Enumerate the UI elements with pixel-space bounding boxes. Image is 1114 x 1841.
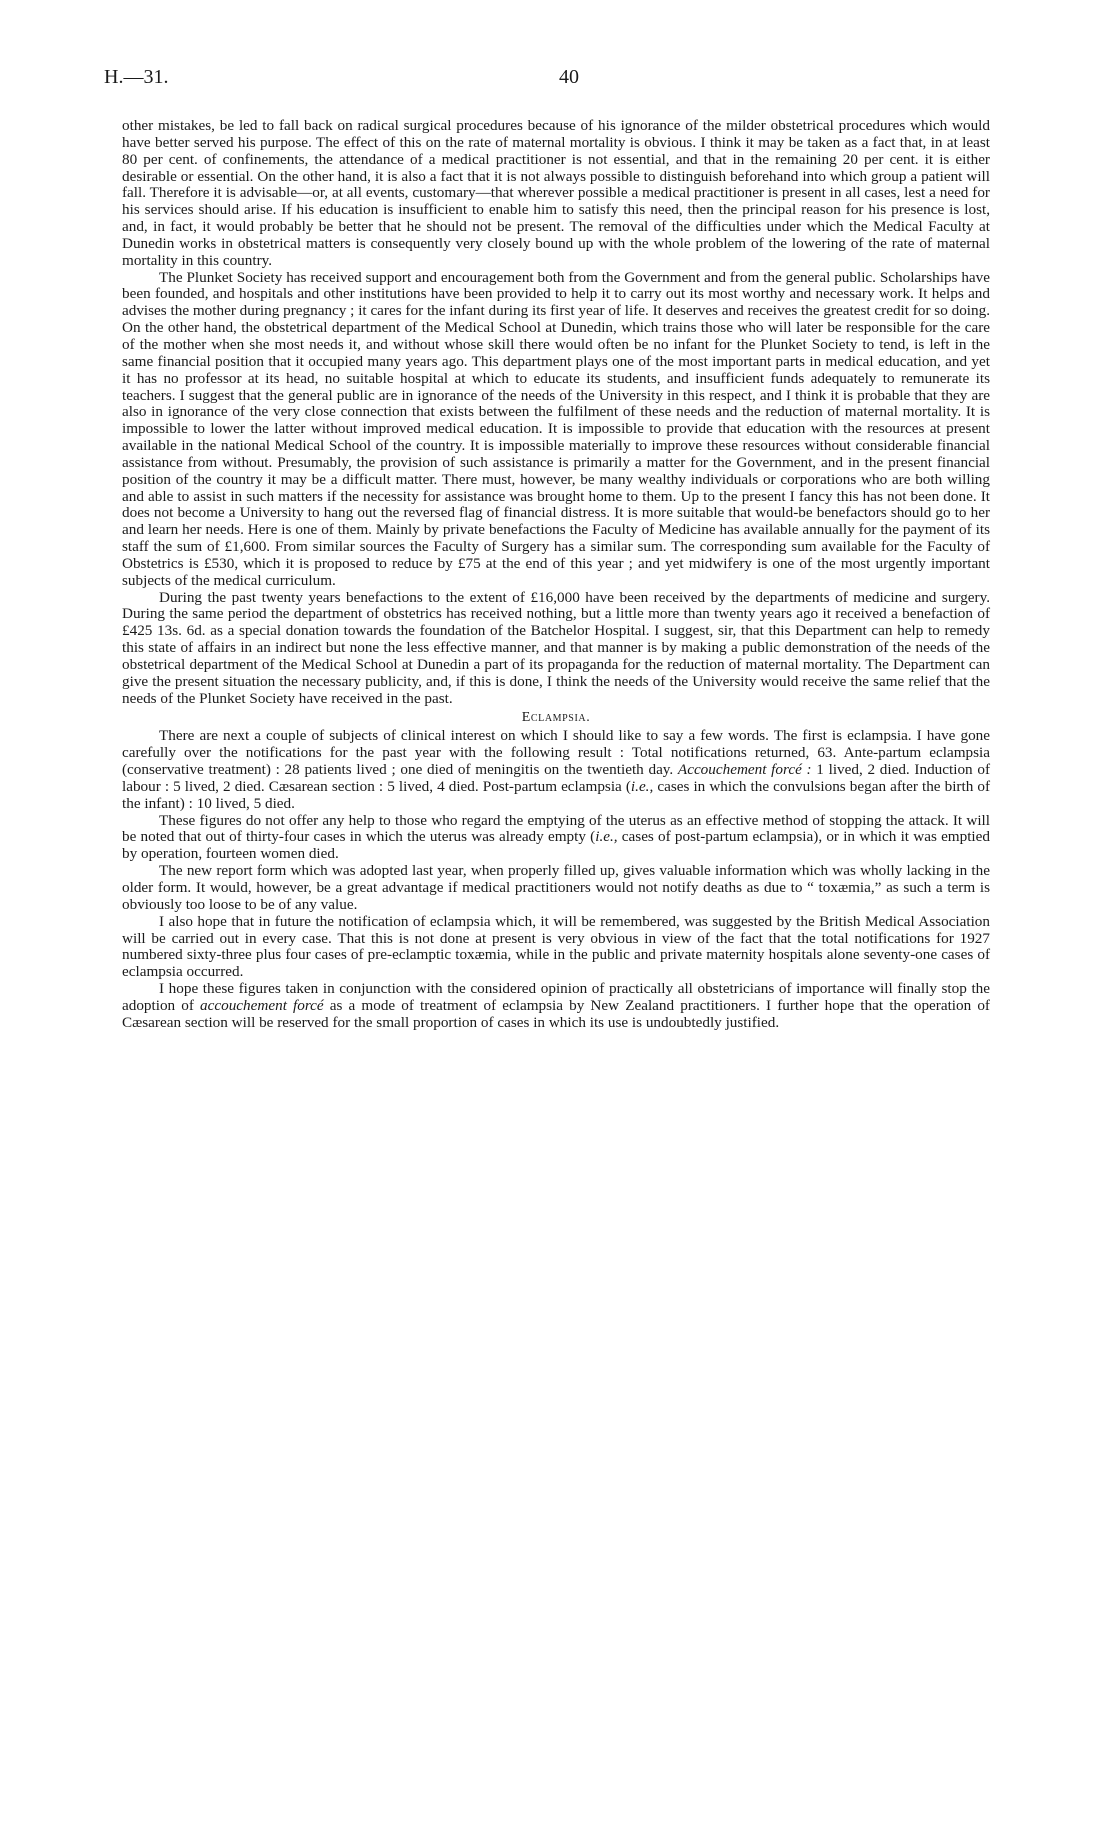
paragraph-figures — [122, 813, 990, 864]
paragraph-notification: I also hope that in future the notification of eclampsia which, it will be remembered, was suggested by the British Medical Association will be carried out in every case. That this is not done at present is very obvious in view of the fact that the total notifications for 1927 numbered sixty-three plus four cases of pre-eclamptic toxæmia, while in the public and private maternity hospitals alone seventy-one cases of eclampsia occurred. — [122, 912, 990, 981]
text-run: as a mode of treatment of eclampsia by New Zealand practitioners. I further hope that the operation of Cæsarean section will be reserved for the small proportion of cases in which its use is undoubtedly justified. — [122, 996, 990, 1031]
text-run: cases of post-partum eclampsia), or in which it was emptied by operation, fourteen women died. — [122, 828, 990, 863]
paragraph-report-form: The new report form which was adopted last year, when properly filled up, gives valuable information which was wholly lacking in the older form. It would, however, be a great advantage if medical practitioners would not notify deaths as due to “ toxæmia,” as such a term is obviously too loose to be of any value. — [122, 862, 990, 913]
paragraph-plunket-society: The Plunket Society has received support and encouragement both from the Government and from the general public. Scholarships have been founded, and hospitals and other institutions have been provided to help it to carry out its most worthy and necessary work. It helps and advises the mother during pregnancy ; it cares for the infant during its first year of life. It deserves and receives the greatest credit for so doing. On the other hand, the obstetrical department of the Medical School at Dunedin, which trains those who will later be responsible for the care of the mother when she most needs it, and without whose skill there would often be no infant for the Plunket Society to tend, is left in the same financial position that it occupied many years ago. This department plays one of the most important parts in medical education, and yet it has no professor at its head, no suitable hospital at which to educate its students, and insufficient funds adequately to remunerate its teachers. I suggest that the general public are in ignorance of the needs of the University in this respect, and I think it is probable that they are also in ignorance of the very close connection that exists between the fulfilment of these needs and the reduction of maternal mortality. It is impossible to lower the latter without improved medical education. It is impossible to provide that education with the resources at present available in the national Medical School of the country. It is impossible materially to improve these resources without considerable financial assistance from without. Presumably, the provision of such assistance is primarily a matter for the Government, and in the present financial position of the country it may be a difficult matter. There must, however, be many wealthy individuals or corporations who are both willing and able to assist in such matters if the necessity for assistance was brought home to them. Up to the present I fancy this has not been done. It does not become a University to hang out the reversed flag of financial distress. It is more suitable that would-be benefactors should go to her and learn her needs. Here is one of them. Mainly by private benefactions the Faculty of Medicine has available annually for the payment of its staff the sum of £1,600. From similar sources the Faculty of Surgery has a similar sum. The corresponding sum available for the Faculty of Obstetrics is £530, which it is proposed to reduce by £75 at the end of this year ; and yet midwifery is one of the most urgently important subjects of the medical curriculum. — [122, 268, 990, 589]
italic-abbreviation: i.e., — [630, 777, 654, 795]
paragraph-benefactions: During the past twenty years benefactions to the extent of £16,000 have been received by the departments of medicine and surgery. During the same period the department of obstetrics has received nothing, but a little more than twenty years ago it received a benefaction of £425 13s. 6d. as a special donation towards the foundation of the Batchelor Hospital. I suggest, sir, that this Department can help to remedy this state of affairs in an indirect but none the less effective manner, and that manner is by making a public demonstration of the needs of the obstetrical department of the Medical School at Dunedin a part of its propaganda for the reduction of maternal mortality. The Department can give the present situation the necessary publicity, and, if this is done, I think the needs of the University would receive the same relief that the needs of the Plunket Society have received in the past. — [122, 588, 990, 707]
text-run: cases in which the convulsions began after the birth of the infant) : 10 lived, 5 died. — [122, 777, 991, 812]
body-text — [122, 118, 990, 1032]
paragraph-eclampsia-results — [122, 728, 990, 812]
page-header — [104, 66, 984, 94]
text-run: These figures do not offer any help to those who regard the emptying of the uterus as an effective method of stopping the attack. It will be noted that out of thirty-four cases in which the uterus was already empty ( — [122, 811, 990, 846]
section-heading-eclampsia: Eclampsia. — [521, 709, 591, 725]
document-reference: H.—31. — [104, 66, 169, 88]
text-run: I hope these figures taken in conjunction with the considered opinion of practically all obstetricians of importance will finally stop the adoption of — [122, 980, 990, 1014]
italic-term: accouchement forcé — [200, 996, 324, 1014]
text-run: 1 lived, 2 died. Induction of labour : 5 lived, 2 died. Cæsarean section : 5 lived, 4 died. Post-partum eclampsia ( — [122, 761, 990, 795]
page-number: 40 — [559, 66, 579, 88]
italic-term: Accouchement forcé : — [677, 761, 812, 779]
paragraph-continuation: other mistakes, be led to fall back on radical surgical procedures because of his ignorance of the milder obstetrical procedures which would have better served his purpose. The effect of this on the rate of maternal mortality is obvious. I think it may be taken as a fact that, in at least 80 per cent. of confinements, the attendance of a medical practitioner is not essential, and that in the remaining 20 per cent. it is either desirable or essential. On the other hand, it is also a fact that it is not always possible to distinguish beforehand into which group a patient will fall. Therefore it is advisable—or, at all events, customary—that wherever possible a medical practitioner is present in all cases, lest a need for his services should arise. If his education is insufficient to enable him to satisfy this need, then the principal reason for his presence is lost, and, in fact, it would probably be better that he should not be present. The removal of the difficulties under which the Medical Faculty at Dunedin works in obstetrical matters is consequently very closely bound up with the whole problem of the lowering of the rate of maternal mortality in this country. — [122, 117, 990, 269]
text-run: There are next a couple of subjects of clinical interest on which I should like to say a few words. The first is eclampsia. I have gone carefully over the notifications for the past year with the following result : Total notifications returned, 63. Ante-partum eclampsia (conservative treatment) : 28 patients lived ; one died of meningitis on the twentieth day. — [122, 727, 990, 779]
paragraph-conclusion — [122, 981, 990, 1032]
italic-abbreviation: i.e., — [595, 828, 618, 846]
